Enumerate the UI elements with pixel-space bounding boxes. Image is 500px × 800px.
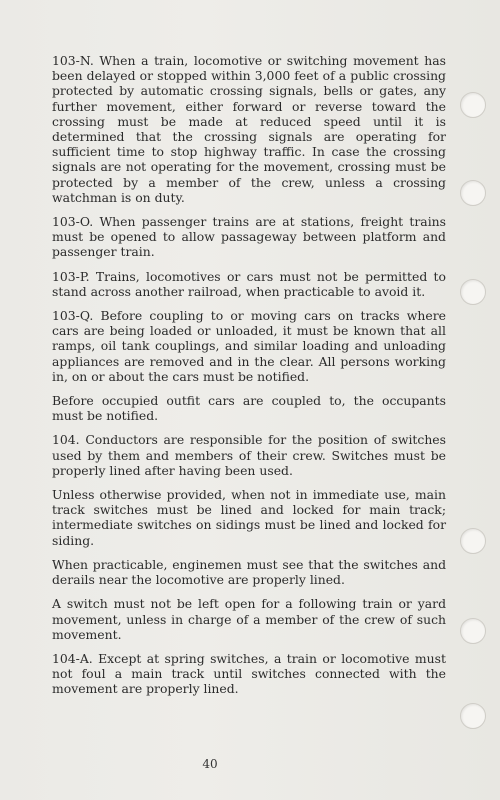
paragraph-104-a: 104-A. Except at spring switches, a train or locomotive must not foul a main track until switches connected with the movement are properly lined. (52, 650, 446, 697)
paragraph-main-track-switches: Unless otherwise provided, when not in immediate use, main track switches must be lined and locked for main track; intermediate switches on sidings must be lined and locked for siding. (52, 487, 446, 548)
binder-hole (460, 618, 486, 644)
paragraph-enginemen: When practicable, enginemen must see that the switches and derails near the locomotive are properly lined. (52, 556, 446, 588)
binder-hole (460, 279, 486, 305)
paragraph-outfit-cars: Before occupied outfit cars are coupled to, the occupants must be notified. (52, 393, 446, 424)
paragraph-103-p: 103-P. Trains, locomotives or cars must not be permitted to stand across another railroad, when practicable to avoid it. (52, 268, 446, 299)
paragraph-103-n: 103-N. When a train, locomotive or switching movement has been delayed or stopped within 3,000 feet of a public crossing protected by automatic crossing signals, bells or gates, any further movement, either forward or reverse toward the crossing must be made at reduced speed until it is determined that the crossing signals are operating for sufficient time to stop highway traffic. In case the crossing signals are not operating for the movement, crossing must be protected by a member of the crew, unless a crossing watchman is on duty. (52, 53, 446, 205)
page-number: 40 (202, 757, 218, 771)
paragraph-switch-open: A switch must not be left open for a following train or yard movement, unless in charge of a member of the crew of such movement. (52, 596, 446, 642)
binder-hole (460, 180, 486, 206)
binder-hole (460, 703, 486, 729)
paragraph-103-o: 103-O. When passenger trains are at stations, freight trains must be opened to allow passageway between platform and passenger train. (52, 214, 446, 260)
binder-hole (460, 92, 486, 118)
paragraph-103-q: 103-Q. Before coupling to or moving cars on tracks where cars are being loaded or unloaded, it must be known that all ramps, oil tank couplings, and similar loading and unloading appliances are removed and in the clear. All persons working in, on or about the cars must be notified. (52, 308, 446, 384)
rules-text (52, 53, 446, 706)
paragraph-104: 104. Conductors are responsible for the position of switches used by them and members of their crew. Switches must be properly lined after having been used. (52, 432, 446, 478)
binder-hole (460, 528, 486, 554)
